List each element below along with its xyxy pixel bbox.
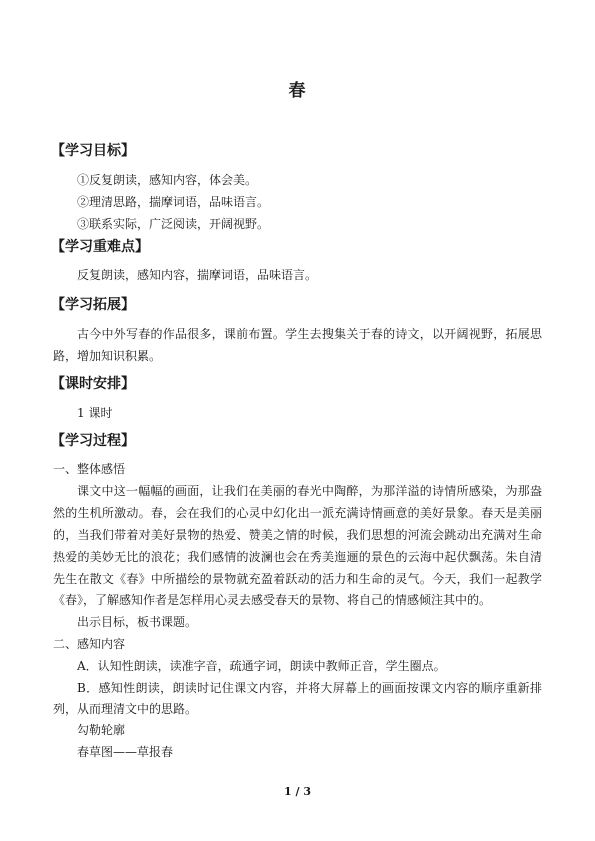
section-note: 出示目标，板书课题。	[77, 615, 198, 630]
key-points-section	[53, 265, 542, 286]
extension-heading: 【学习拓展】	[51, 297, 135, 313]
section-paragraph: 课文中这一幅幅的画面，让我们在美丽的春光中陶醉，为那洋溢的诗情所感染，为那盎然的生机所激动。春，会在我们的心灵中幻化出一派充满诗情画意的美好景象。春天是美丽的，当我们带着对美好景物的热爱、赞美之情的时候，我们思想的河流会跳动出充满对生命热爱的美妙无比的浪花；我们感情的波澜也会在秀美迤逦的景色的云海中起伏飘荡。朱自清先生在散文《春》中所描绘的景物就充盈着跃动的活力和生命的灵气。今天，我们一起教学《春》，了解感知作者是怎样用心灵去感受春天的景物、将自己的情感倾注其中的。	[53, 483, 542, 608]
goals-list	[53, 169, 542, 235]
process-section	[53, 459, 542, 764]
document-title: 春	[288, 81, 307, 101]
goal-item: ②理清思路，揣摩词语，品味语言。	[77, 195, 270, 209]
outline-item: 春草图——草报春	[77, 744, 174, 759]
schedule-text: 1 课时	[77, 406, 113, 420]
outline-label: 勾勒轮廓	[77, 723, 126, 738]
schedule-heading: 【课时安排】	[51, 376, 135, 392]
goal-item: ①反复朗读，感知内容，体会美。	[77, 173, 258, 187]
key-points-text: 反复朗读，感知内容，揣摩词语，品味语言。	[77, 268, 318, 282]
section-title: 一、整体感悟	[53, 462, 126, 476]
document-body	[53, 140, 542, 764]
section-item-a: A．认知性朗读，读准字音，疏通字词，朗读中教师正音，学生圈点。	[77, 659, 446, 674]
extension-text: 古今中外写春的作品很多，课前布置。学生去搜集关于春的诗文，以开阔视野，拓展思路，增加知识积累。	[53, 327, 542, 363]
extension-section	[53, 323, 542, 367]
schedule-section	[53, 403, 542, 424]
page-number: 1 / 3	[284, 785, 311, 798]
section-item-b: B．感知性朗读，朗读时记住课文内容，并将大屏幕上的画面按课文内容的顺序重新排列，从而理清文中的思路。	[53, 681, 542, 717]
goals-heading: 【学习目标】	[51, 143, 135, 159]
section-title: 二、感知内容	[53, 637, 126, 652]
process-heading: 【学习过程】	[51, 433, 135, 449]
goal-item: ③联系实际，广泛阅读，开阔视野。	[77, 217, 270, 231]
key-points-heading: 【学习重难点】	[51, 239, 149, 255]
